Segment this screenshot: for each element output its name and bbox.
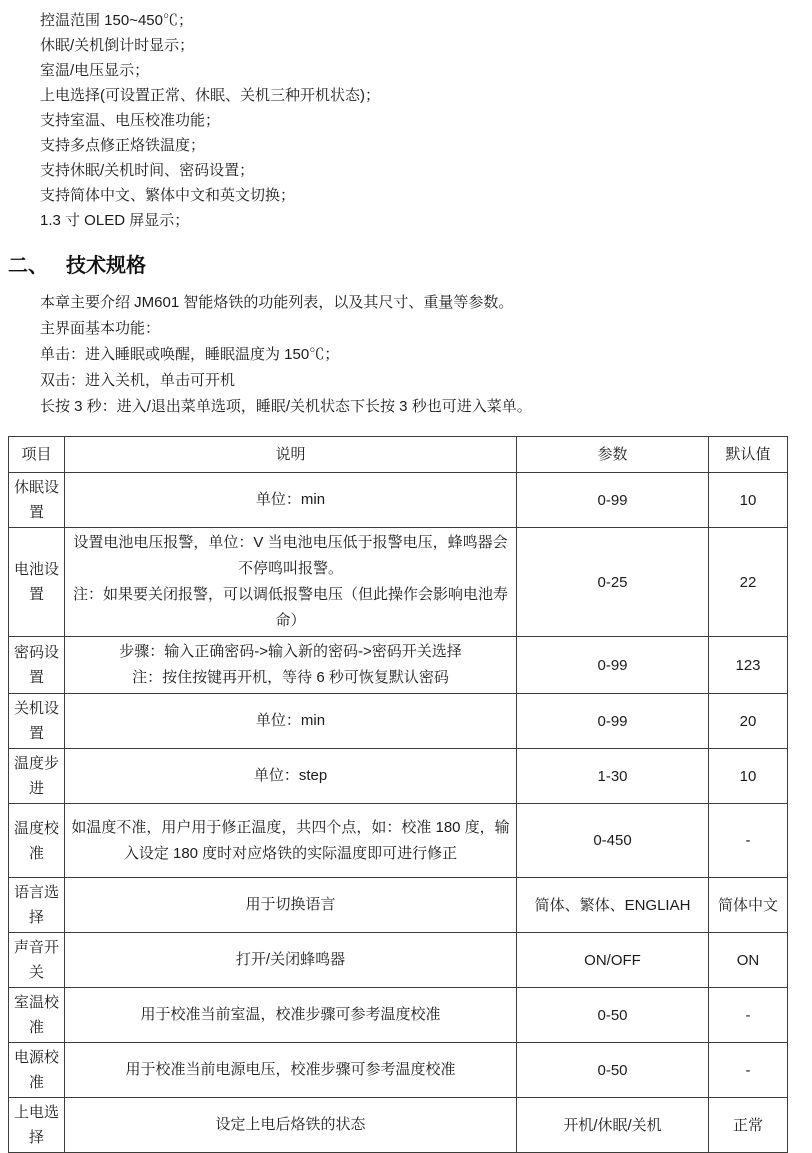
table-header-row bbox=[9, 437, 788, 473]
description-cell bbox=[65, 473, 517, 528]
description-line: 设置电池电压报警，单位：V 当电池电压低于报警电压，蜂鸣器会不停鸣叫报警。 bbox=[73, 534, 508, 577]
feature-item: 1.3 寸 OLED 屏显示； bbox=[40, 212, 190, 229]
description-line: 用于校准当前电源电压，校准步骤可参考温度校准 bbox=[125, 1061, 456, 1078]
feature-item: 支持多点修正烙铁温度； bbox=[40, 137, 206, 154]
paragraph: 本章主要介绍 JM601 智能烙铁的功能列表，以及其尺寸、重量等参数。 bbox=[40, 294, 514, 311]
item-cell: 关机设置 bbox=[9, 694, 65, 749]
table-row bbox=[9, 473, 788, 528]
feature-item: 控温范围 150~450℃； bbox=[40, 12, 193, 29]
paragraph: 单击：进入睡眠或唤醒，睡眠温度为 150℃； bbox=[40, 346, 340, 363]
feature-item: 休眠/关机倒计时显示； bbox=[40, 37, 195, 54]
item-cell: 语言选择 bbox=[9, 878, 65, 933]
description-cell bbox=[65, 988, 517, 1043]
table-row bbox=[9, 528, 788, 637]
description-line: 打开/关闭蜂鸣器 bbox=[235, 951, 346, 968]
param-cell: 开机/休眠/关机 bbox=[517, 1098, 709, 1153]
param-cell: 0-50 bbox=[517, 1043, 709, 1098]
item-cell: 温度校准 bbox=[9, 804, 65, 878]
description-line: 用于校准当前室温，校准步骤可参考温度校准 bbox=[140, 1006, 441, 1023]
item-cell: 声音开关 bbox=[9, 933, 65, 988]
section-paragraphs bbox=[40, 290, 790, 420]
table-row bbox=[9, 1043, 788, 1098]
param-cell: 0-99 bbox=[517, 473, 709, 528]
description-cell bbox=[65, 933, 517, 988]
table-row bbox=[9, 804, 788, 878]
header-param: 参数 bbox=[517, 437, 709, 473]
feature-list bbox=[40, 8, 790, 233]
description-line: 单位：min bbox=[255, 712, 326, 729]
default-cell: ON bbox=[709, 933, 788, 988]
description-cell bbox=[65, 749, 517, 804]
item-cell: 密码设置 bbox=[9, 637, 65, 694]
description-cell bbox=[65, 1098, 517, 1153]
default-cell: 简体中文 bbox=[709, 878, 788, 933]
description-cell bbox=[65, 1043, 517, 1098]
item-cell: 室温校准 bbox=[9, 988, 65, 1043]
default-cell: 10 bbox=[709, 473, 788, 528]
item-cell: 上电选择 bbox=[9, 1098, 65, 1153]
default-cell: - bbox=[709, 804, 788, 878]
spec-table bbox=[8, 436, 788, 1153]
table-row bbox=[9, 933, 788, 988]
description-line: 单位：step bbox=[253, 767, 328, 784]
description-line: 设定上电后烙铁的状态 bbox=[215, 1116, 366, 1133]
header-item: 项目 bbox=[9, 437, 65, 473]
description-cell bbox=[65, 804, 517, 878]
description-line: 单位：min bbox=[255, 491, 326, 508]
feature-item: 室温/电压显示； bbox=[40, 62, 150, 79]
default-cell: 20 bbox=[709, 694, 788, 749]
description-line: 注：按住按键再开机，等待 6 秒可恢复默认密码 bbox=[132, 669, 449, 686]
description-line: 如温度不准，用户用于修正温度，共四个点，如：校准 180 度，输入设定 180 度时对应烙铁的实际温度即可进行修正 bbox=[71, 818, 510, 862]
table-row bbox=[9, 637, 788, 694]
item-cell: 温度步进 bbox=[9, 749, 65, 804]
param-cell: 1-30 bbox=[517, 749, 709, 804]
feature-item: 支持简体中文、繁体中文和英文切换； bbox=[40, 187, 296, 204]
feature-item: 支持室温、电压校准功能； bbox=[40, 112, 221, 129]
header-description: 说明 bbox=[65, 437, 517, 473]
description-cell bbox=[65, 694, 517, 749]
default-cell: 123 bbox=[709, 637, 788, 694]
description-line: 步骤：输入正确密码->输入新的密码->密码开关选择 bbox=[119, 643, 462, 660]
table-row bbox=[9, 694, 788, 749]
section-heading bbox=[8, 249, 790, 278]
table-row bbox=[9, 749, 788, 804]
default-cell: - bbox=[709, 1043, 788, 1098]
paragraph: 双击：进入关机，单击可开机 bbox=[40, 372, 236, 389]
table-row bbox=[9, 1098, 788, 1153]
description-line: 注：如果要关闭报警，可以调低报警电压（但此操作会影响电池寿命） bbox=[72, 586, 508, 629]
table-row bbox=[9, 988, 788, 1043]
header-default: 默认值 bbox=[709, 437, 788, 473]
paragraph: 长按 3 秒：进入/退出菜单选项，睡眠/关机状态下长按 3 秒也可进入菜单。 bbox=[40, 398, 532, 415]
description-line: 用于切换语言 bbox=[245, 896, 336, 913]
param-cell: 0-99 bbox=[517, 637, 709, 694]
param-cell: 0-99 bbox=[517, 694, 709, 749]
feature-item: 上电选择(可设置正常、休眠、关机三种开机状态)； bbox=[40, 87, 380, 104]
feature-item: 支持休眠/关机时间、密码设置； bbox=[40, 162, 255, 179]
paragraph: 主界面基本功能： bbox=[40, 320, 161, 337]
description-cell bbox=[65, 637, 517, 694]
default-cell: 22 bbox=[709, 528, 788, 637]
item-cell: 电源校准 bbox=[9, 1043, 65, 1098]
param-cell: ON/OFF bbox=[517, 933, 709, 988]
table-row bbox=[9, 878, 788, 933]
param-cell: 简体、繁体、ENGLIAH bbox=[517, 878, 709, 933]
default-cell: 正常 bbox=[709, 1098, 788, 1153]
param-cell: 0-25 bbox=[517, 528, 709, 637]
default-cell: - bbox=[709, 988, 788, 1043]
item-cell: 电池设置 bbox=[9, 528, 65, 637]
description-cell bbox=[65, 528, 517, 637]
item-cell: 休眠设置 bbox=[9, 473, 65, 528]
section-number: 二、 bbox=[8, 255, 48, 277]
default-cell: 10 bbox=[709, 749, 788, 804]
param-cell: 0-50 bbox=[517, 988, 709, 1043]
section-title: 技术规格 bbox=[66, 255, 146, 277]
param-cell: 0-450 bbox=[517, 804, 709, 878]
description-cell bbox=[65, 878, 517, 933]
